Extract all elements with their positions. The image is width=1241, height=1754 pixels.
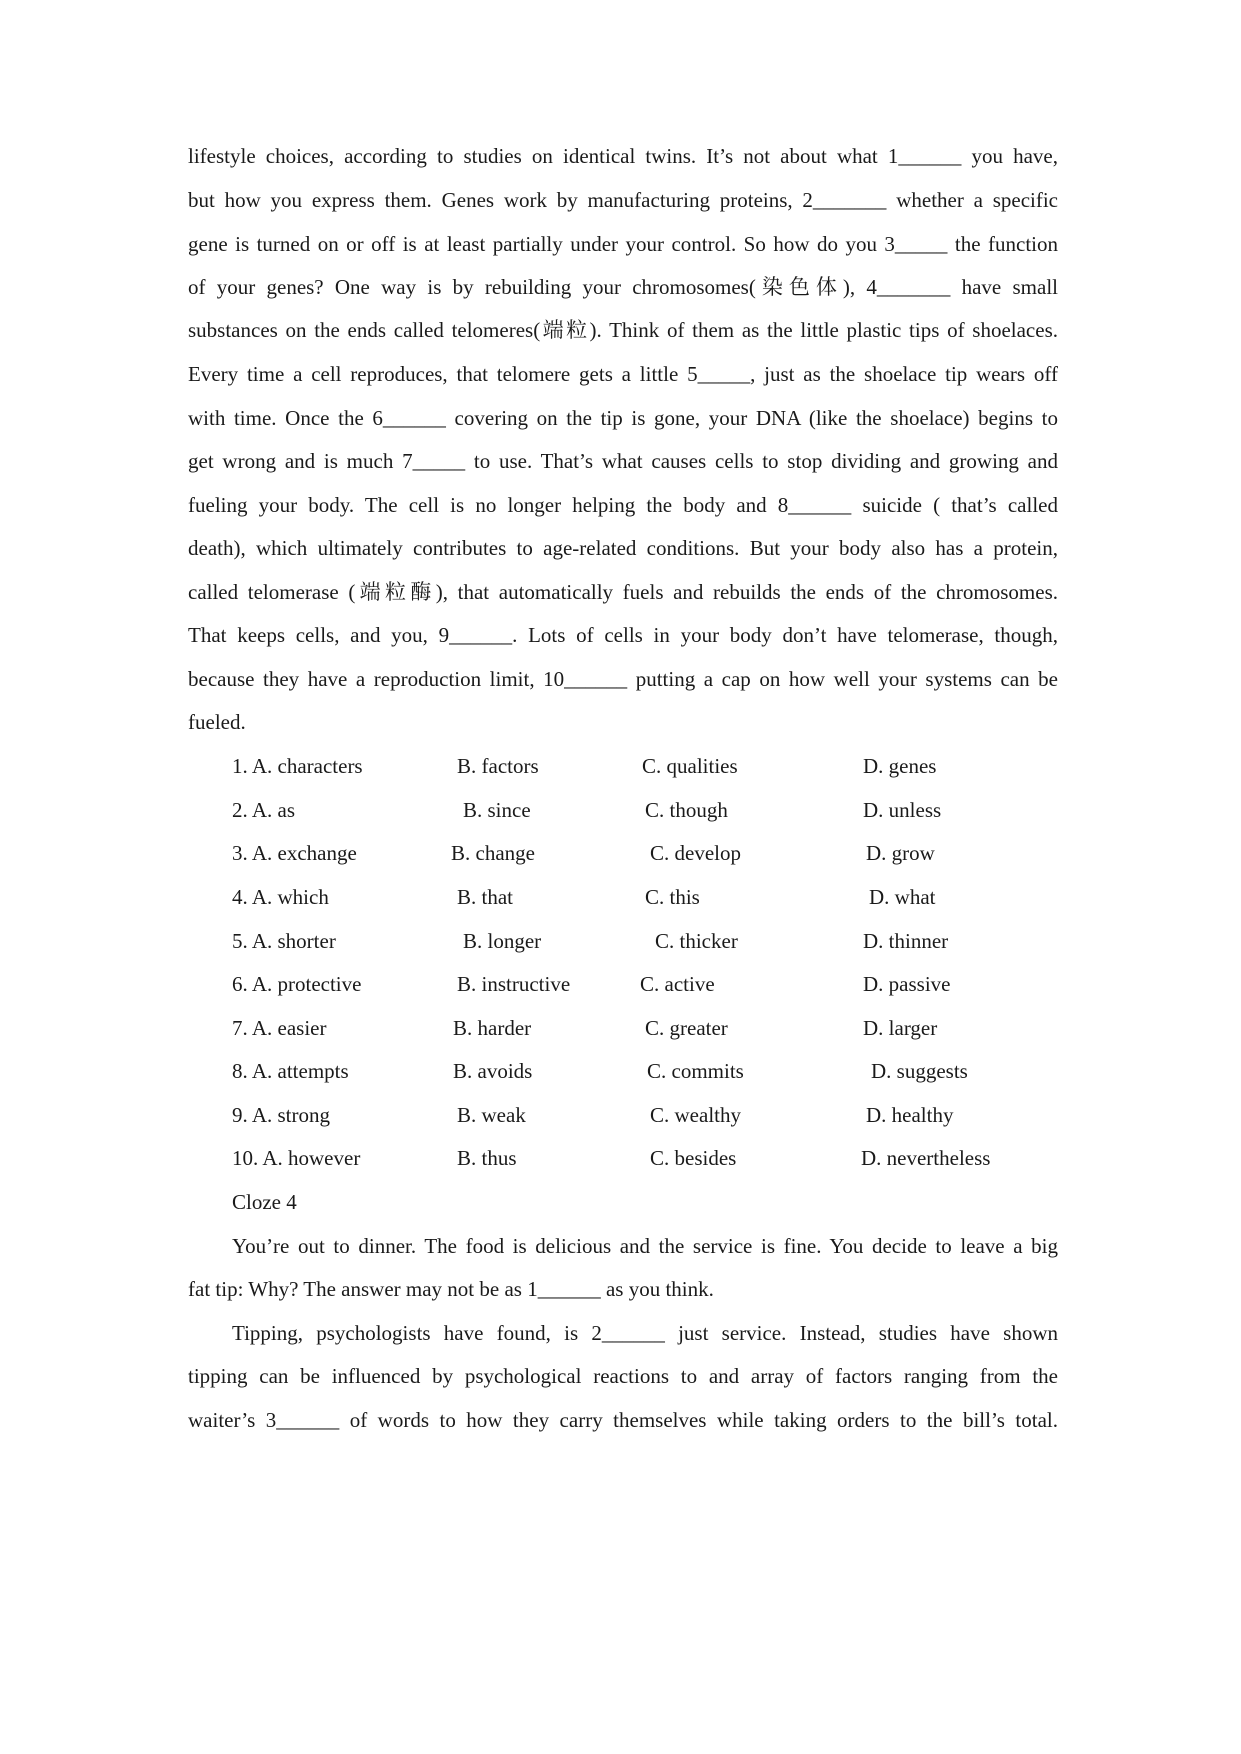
option-8d: D. suggests [871,1059,968,1083]
option-10c: C. besides [650,1146,737,1170]
option-3d: D. grow [866,841,935,865]
option-4b: B. that [457,885,513,909]
option-1c: C. qualities [642,754,738,778]
passage-line: gene is turned on or off is at least partially under your control. So how do you 3_____ the function [188,232,1058,256]
option-7b: B. harder [453,1016,532,1040]
option-3a: 3. A. exchange [232,841,357,865]
option-2b: B. since [463,798,531,822]
option-9b: B. weak [457,1103,526,1127]
passage-line: fueled. [188,710,246,734]
option-7a: 7. A. easier [232,1016,327,1040]
passage-line: fat tip: Why? The answer may not be as 1______ as you think. [188,1277,714,1301]
option-8a: 8. A. attempts [232,1059,349,1083]
option-4d: D. what [869,885,936,909]
passage-line: of your genes? One way is by rebuilding your chromosomes(染色体), 4_______ have small [188,275,1058,299]
section-title: Cloze 4 [232,1190,297,1214]
option-4a: 4. A. which [232,885,329,909]
passage-line: That keeps cells, and you, 9______. Lots of cells in your body don’t have telomerase, though, [188,623,1058,647]
option-6d: D. passive [863,972,951,996]
passage-line: lifestyle choices, according to studies on identical twins. It’s not about what 1______ you have, [188,144,1058,168]
option-7c: C. greater [645,1016,728,1040]
option-8b: B. avoids [453,1059,533,1083]
option-1a: 1. A. characters [232,754,363,778]
option-6c: C. active [640,972,715,996]
passage-line: substances on the ends called telomeres(端粒). Think of them as the little plastic tips of shoelaces. [188,318,1058,342]
passage-line: You’re out to dinner. The food is delicious and the service is fine. You decide to leave a big [232,1234,1058,1258]
option-2a: 2. A. as [232,798,295,822]
option-5a: 5. A. shorter [232,929,336,953]
option-9a: 9. A. strong [232,1103,331,1127]
option-6a: 6. A. protective [232,972,362,996]
option-8c: C. commits [647,1059,744,1083]
option-4c: C. this [645,885,700,909]
passage-line: get wrong and is much 7_____ to use. That’s what causes cells to stop dividing and growing and [188,449,1058,473]
option-6b: B. instructive [457,972,571,996]
option-10d: D. nevertheless [861,1146,991,1170]
passage-line: but how you express them. Genes work by manufacturing proteins, 2_______ whether a specific [188,188,1058,212]
option-10a: 10. A. however [232,1146,361,1170]
option-1b: B. factors [457,754,539,778]
option-1d: D. genes [863,754,937,778]
option-5d: D. thinner [863,929,949,953]
passage-line: with time. Once the 6______ covering on the tip is gone, your DNA (like the shoelace) begins to [188,406,1058,430]
passage-line: tipping can be influenced by psychological reactions to and array of factors ranging from the [188,1364,1058,1388]
passage-line: waiter’s 3______ of words to how they carry themselves while taking orders to the bill’s total. [188,1408,1058,1432]
option-7d: D. larger [863,1016,938,1040]
option-5c: C. thicker [655,929,738,953]
passage-line: called telomerase (端粒酶), that automatically fuels and rebuilds the ends of the chromosomes. [188,580,1058,604]
passage-line: because they have a reproduction limit, 10______ putting a cap on how well your systems can be [188,667,1058,691]
option-10b: B. thus [457,1146,517,1170]
option-2c: C. though [645,798,728,822]
passage-line: Every time a cell reproduces, that telomere gets a little 5_____, just as the shoelace tip wears off [188,362,1058,386]
option-9d: D. healthy [866,1103,954,1127]
option-5b: B. longer [463,929,542,953]
option-9c: C. wealthy [650,1103,741,1127]
passage-line: Tipping, psychologists have found, is 2______ just service. Instead, studies have shown [232,1321,1058,1345]
option-2d: D. unless [863,798,942,822]
passage-line: fueling your body. The cell is no longer helping the body and 8______ suicide ( that’s called [188,493,1058,517]
passage-line: death), which ultimately contributes to age-related conditions. But your body also has a protein, [188,536,1058,560]
option-3b: B. change [451,841,535,865]
option-3c: C. develop [650,841,741,865]
